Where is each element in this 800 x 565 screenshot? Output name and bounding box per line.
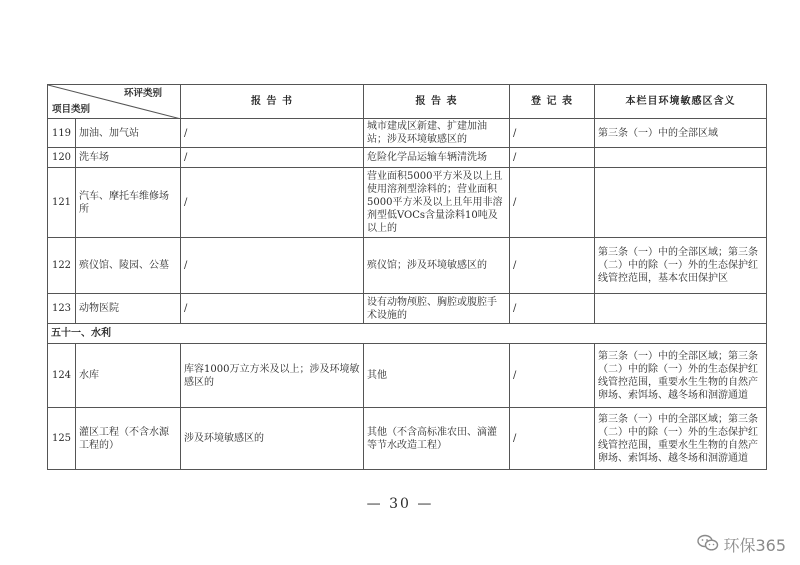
header-sensitive-area: 本栏目环境敏感区含义: [595, 85, 767, 119]
wechat-icon: [697, 534, 719, 556]
report-cell: /: [181, 119, 364, 148]
row-number: 125: [48, 408, 76, 470]
header-project-label: 项目类别: [52, 104, 91, 115]
register-cell: /: [510, 119, 595, 148]
table-row: [48, 119, 767, 148]
table-row: [48, 344, 767, 408]
register-cell: /: [510, 168, 595, 238]
report-table-cell: 其他: [364, 344, 510, 408]
project-name: 水库: [76, 344, 181, 408]
report-table-cell: 营业面积5000平方米及以上且使用溶剂型涂料的；营业面积5000平方米及以上且年用非溶剂型低VOCs含量涂料10吨及以上的: [364, 168, 510, 238]
register-cell: /: [510, 344, 595, 408]
header-report: 报 告 书: [181, 85, 364, 119]
header-register: 登 记 表: [510, 85, 595, 119]
report-cell: /: [181, 168, 364, 238]
row-number: 124: [48, 344, 76, 408]
register-cell: /: [510, 148, 595, 168]
project-name: 殡仪馆、陵园、公墓: [76, 238, 181, 294]
header-report-table: 报 告 表: [364, 85, 510, 119]
sensitive-cell: [595, 294, 767, 324]
register-cell: /: [510, 408, 595, 470]
report-table-cell: 危险化学品运输车辆清洗场: [364, 148, 510, 168]
eia-category-table: [47, 84, 767, 470]
row-number: 121: [48, 168, 76, 238]
project-name: 汽车、摩托车维修场所: [76, 168, 181, 238]
report-cell: /: [181, 148, 364, 168]
row-number: 120: [48, 148, 76, 168]
register-cell: /: [510, 294, 595, 324]
header-category-label: 环评类别: [123, 88, 162, 99]
report-cell: 涉及环境敏感区的: [181, 408, 364, 470]
table-header-row: [48, 85, 767, 119]
project-name: 灌区工程（不含水源工程的）: [76, 408, 181, 470]
section-row: [48, 324, 767, 344]
watermark: [697, 533, 786, 556]
report-cell: /: [181, 294, 364, 324]
row-number: 122: [48, 238, 76, 294]
table-row: [48, 148, 767, 168]
table-row: [48, 168, 767, 238]
section-title: 五十一、水利: [48, 324, 767, 344]
row-number: 123: [48, 294, 76, 324]
report-cell: 库容1000万立方米及以上；涉及环境敏感区的: [181, 344, 364, 408]
report-table-cell: 城市建成区新建、扩建加油站；涉及环境敏感区的: [364, 119, 510, 148]
sensitive-cell: 第三条（一）中的全部区域: [595, 119, 767, 148]
diagonal-header-cell: [48, 85, 181, 119]
table-row: [48, 408, 767, 470]
project-name: 动物医院: [76, 294, 181, 324]
report-table-cell: 设有动物颅腔、胸腔或腹腔手术设施的: [364, 294, 510, 324]
table-row: [48, 294, 767, 324]
project-name: 洗车场: [76, 148, 181, 168]
report-table-cell: 其他（不含高标准农田、滴灌等节水改造工程）: [364, 408, 510, 470]
sensitive-cell: [595, 148, 767, 168]
sensitive-cell: 第三条（一）中的全部区域；第三条（二）中的除（一）外的生态保护红线管控范围，重要水生生物的自然产卵场、索饵场、越冬场和洄游通道: [595, 344, 767, 408]
project-name: 加油、加气站: [76, 119, 181, 148]
sensitive-cell: [595, 168, 767, 238]
report-table-cell: 殡仪馆；涉及环境敏感区的: [364, 238, 510, 294]
register-cell: /: [510, 238, 595, 294]
row-number: 119: [48, 119, 76, 148]
watermark-text: 环保365: [723, 536, 786, 555]
sensitive-cell: 第三条（一）中的全部区域；第三条（二）中的除（一）外的生态保护红线管控范围，基本农田保护区: [595, 238, 767, 294]
report-cell: /: [181, 238, 364, 294]
sensitive-cell: 第三条（一）中的全部区域；第三条（二）中的除（一）外的生态保护红线管控范围，重要水生生物的自然产卵场、索饵场、越冬场和洄游通道: [595, 408, 767, 470]
page-number: — 30 —: [366, 496, 434, 512]
table-row: [48, 238, 767, 294]
